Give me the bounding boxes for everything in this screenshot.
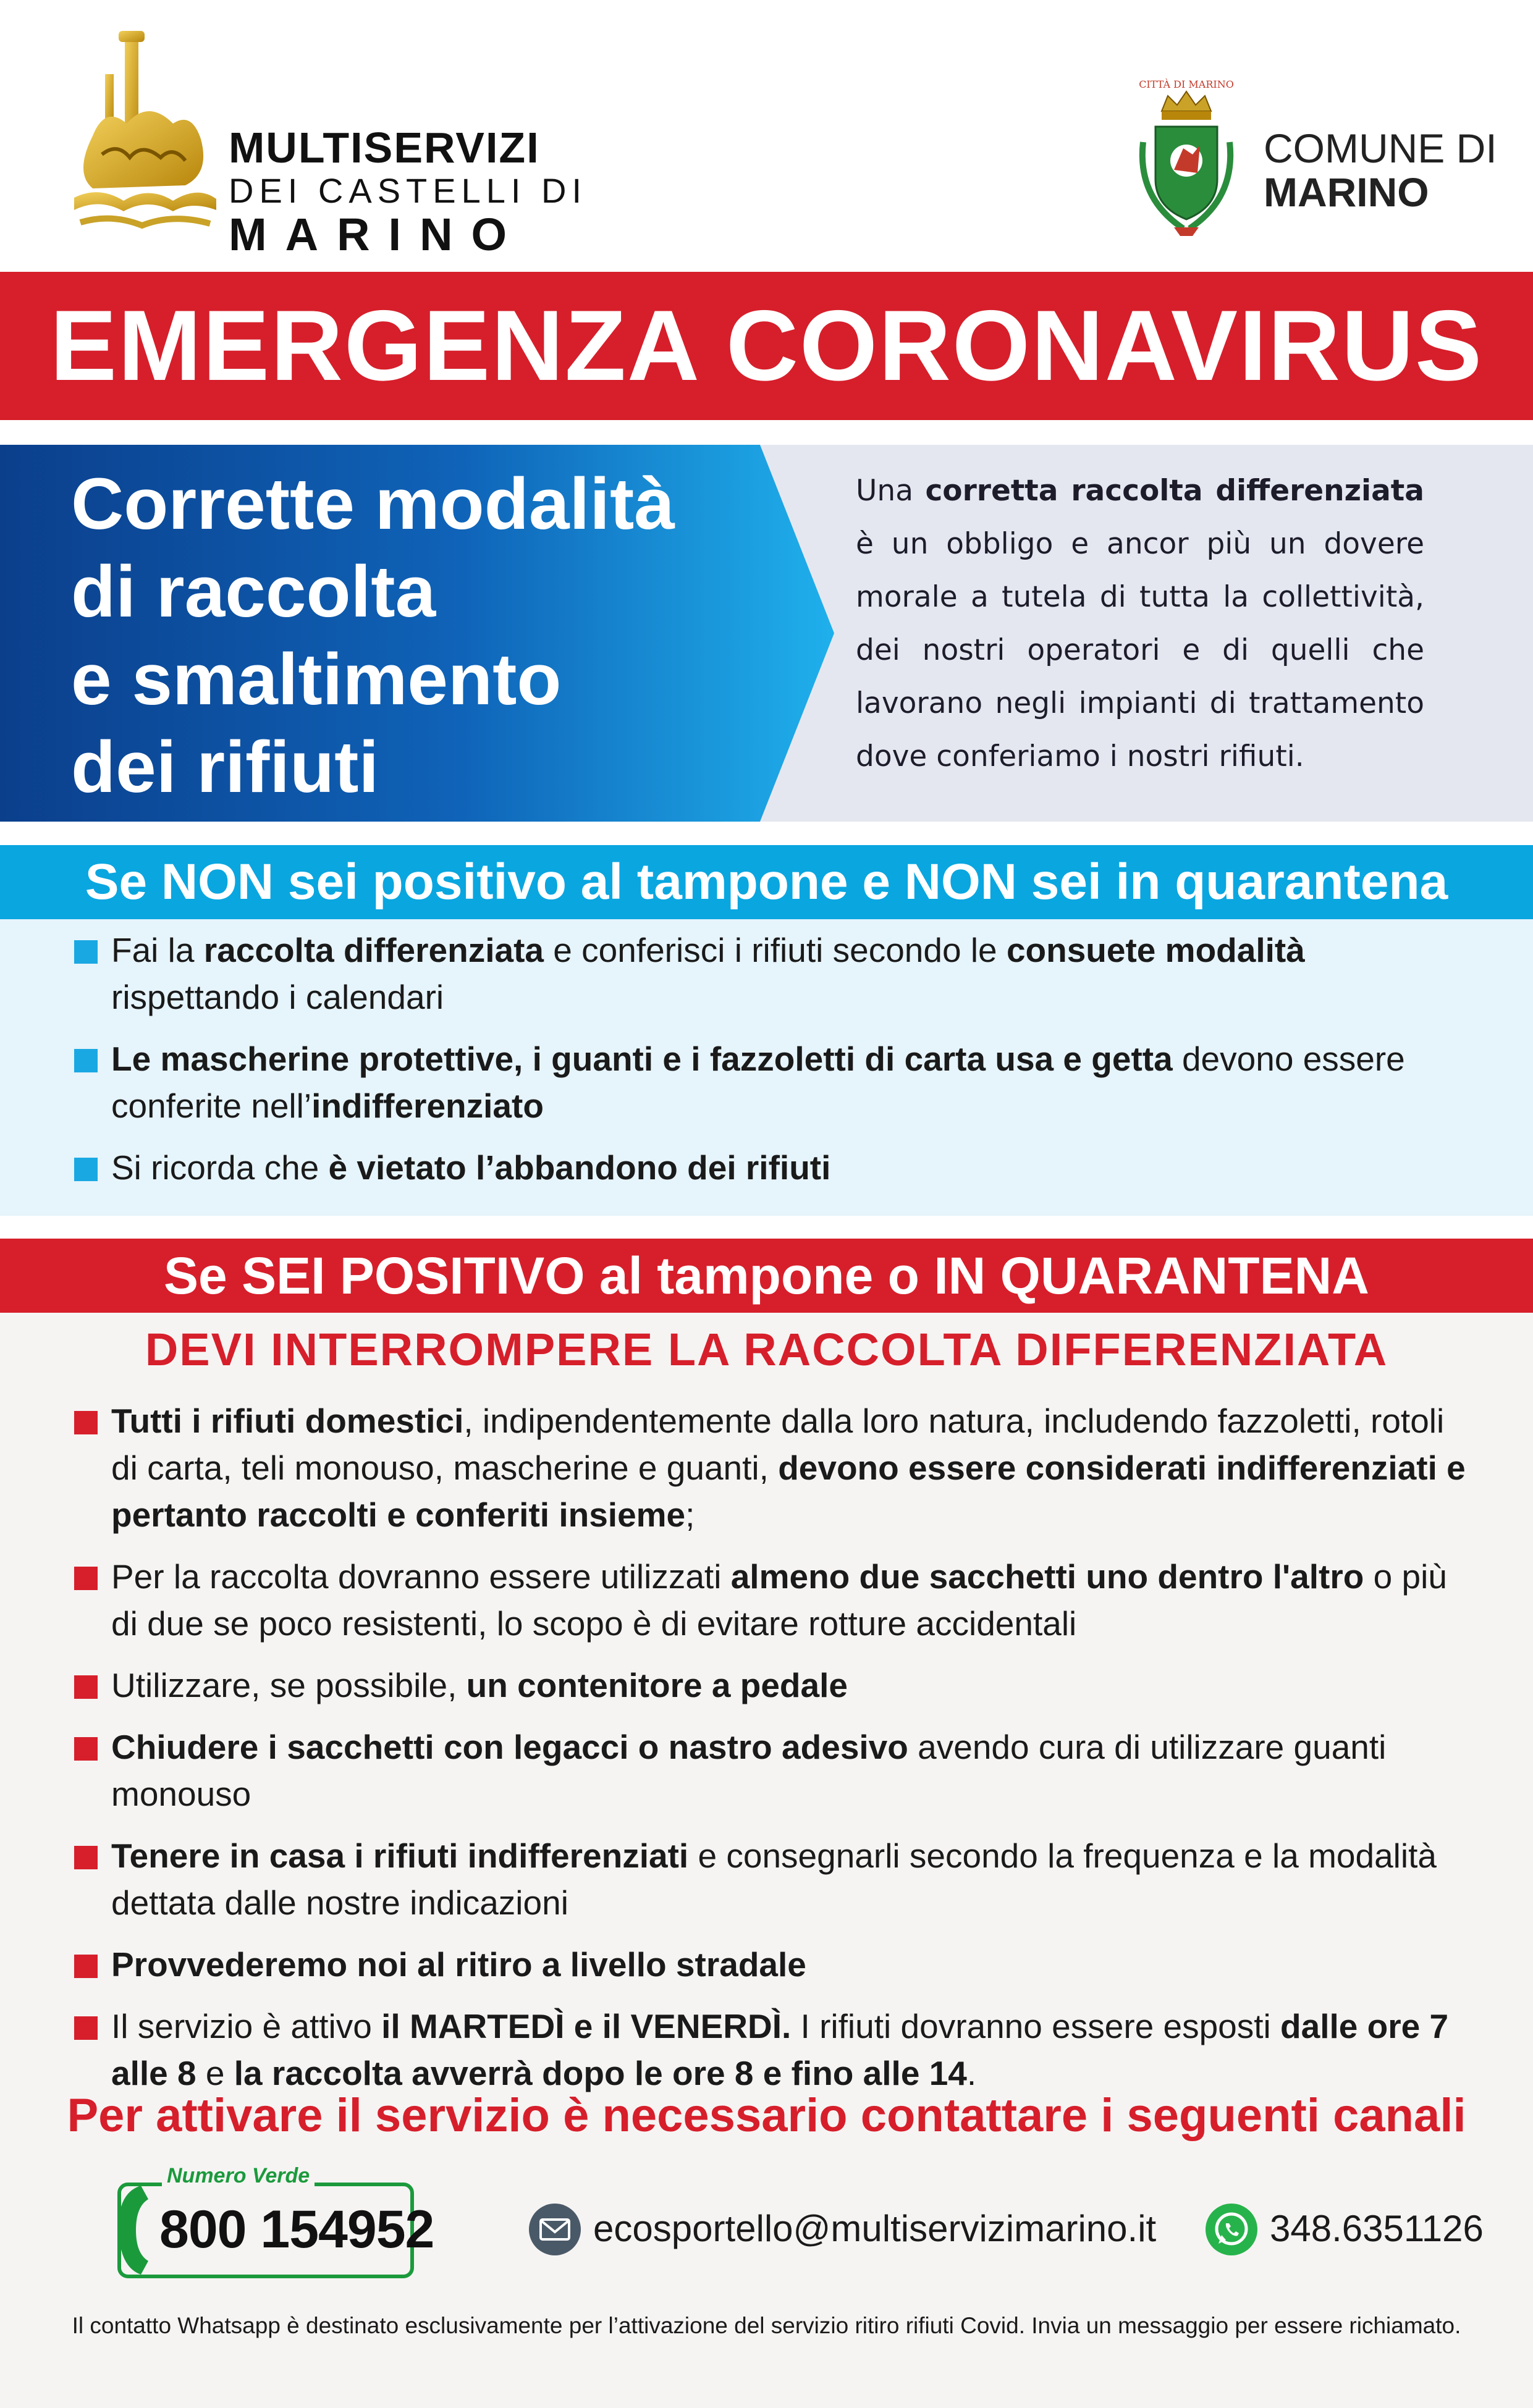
negative-instructions-list	[71, 927, 1474, 1191]
text: Si ricorda che	[111, 1148, 329, 1187]
square-bullet-icon	[74, 1411, 98, 1434]
bold-text: un contenitore a pedale	[466, 1666, 848, 1704]
comune-logo	[1131, 74, 1497, 253]
text: I rifiuti dovranno essere esposti	[791, 2007, 1281, 2045]
bold-text: devono essere considerati indifferenziati e pertanto raccolti e conferiti insieme	[111, 1449, 1466, 1534]
bold-text: raccolta differenziata	[203, 931, 544, 969]
subtitle-line: dei rifiuti	[71, 726, 379, 808]
bold-text: indifferenziato	[311, 1087, 544, 1125]
square-bullet-icon	[74, 1846, 98, 1869]
comune-line-2: MARINO	[1264, 169, 1429, 215]
text: Per la raccolta dovranno essere utilizzati	[111, 1557, 731, 1596]
positive-heading: Se SEI POSITIVO al tampone o IN QUARANTENA	[164, 1247, 1369, 1305]
email-link[interactable]: ecosportello@multiservizimarino.it	[593, 2208, 1157, 2249]
intro-text-bold: corretta raccolta differenziata	[925, 474, 1424, 508]
text: avendo cura di utilizzare guanti monouso	[111, 1728, 1387, 1813]
crest-text: CITTÀ DI MARINO	[1139, 78, 1234, 90]
bold-text: consuete modalità	[1006, 931, 1305, 969]
numero-verde-phone-link[interactable]: 800 154952	[159, 2200, 434, 2259]
intro-text-post: è un obbligo e ancor più un dovere morale a tutela di tutta la collettività, dei nostri operatori e di quelli che lavorano negli impianti di trattamento dove conferiamo i nostri rifiuti.	[856, 527, 1424, 773]
logo-line-2: DEI CASTELLI DI	[229, 171, 588, 210]
bold-text: Le mascherine protettive, i guanti e i fazzoletti di carta usa e getta	[111, 1040, 1173, 1078]
list-item	[71, 927, 1474, 1021]
text: devono essere conferite nell’	[111, 1040, 1405, 1125]
comune-crest-icon	[1131, 74, 1242, 241]
text: , indipendentemente dalla loro natura, includendo fazzoletti, rotoli di carta, teli monouso, mascherine e guanti,	[111, 1402, 1445, 1487]
bold-text: la raccolta avverrà dopo le ore 8 e fino alle 14	[234, 2054, 967, 2092]
bold-text: dalle ore 7 alle 8	[111, 2007, 1449, 2092]
bold-text: Chiudere i sacchetti con legacci o nastro adesivo	[111, 1728, 908, 1766]
multiservizi-logo	[68, 31, 588, 260]
bold-text: Tenere in casa i rifiuti indifferenziati	[111, 1837, 689, 1875]
list-item	[71, 1397, 1474, 1538]
text: Fai la	[111, 931, 204, 969]
whatsapp-icon	[1205, 2203, 1258, 2256]
mail-icon	[528, 2203, 581, 2256]
multiservizi-wordmark	[229, 124, 599, 259]
text: o più di due se poco resistenti, lo scopo è di evitare rotture accidentali	[111, 1557, 1447, 1643]
subtitle	[71, 460, 782, 811]
bold-text: Tutti i rifiuti domestici	[111, 1402, 464, 1440]
positive-instructions-list	[71, 1397, 1474, 2097]
phone-icon	[111, 2181, 154, 2280]
text: ;	[685, 1496, 695, 1534]
call-to-action: Per attivare il servizio è necessario contattare i seguenti canali	[67, 2089, 1466, 2142]
list-item	[71, 1662, 1474, 1709]
list-item	[71, 1144, 1474, 1191]
comune-wordmark	[1264, 127, 1497, 214]
logo-line-3: MARINO	[229, 209, 526, 260]
square-bullet-icon	[74, 1158, 98, 1181]
text: .	[966, 2054, 977, 2092]
subtitle-line: e smaltimento	[71, 639, 562, 720]
bold-text: il MARTEDÌ e il VENERDÌ.	[381, 2007, 792, 2045]
bold-text: Provvederemo noi al ritiro a livello stradale	[111, 1945, 806, 1984]
bold-text: almeno due sacchetti uno dentro l'altro	[730, 1557, 1364, 1596]
text: e conferisci i rifiuti secondo le	[543, 931, 1007, 969]
square-bullet-icon	[74, 2016, 98, 2040]
list-item	[71, 1035, 1474, 1129]
multiservizi-emblem-icon	[68, 31, 222, 247]
list-item	[71, 1553, 1474, 1647]
footnote: Il contatto Whatsapp è destinato esclusivamente per l’attivazione del servizio ritiro rifiuti Covid. Invia un messaggio per essere richiamato.	[72, 2313, 1461, 2338]
square-bullet-icon	[74, 1737, 98, 1761]
comune-line-1: COMUNE DI	[1264, 125, 1497, 171]
page-title: EMERGENZA CORONAVIRUS	[49, 290, 1484, 402]
text: e consegnarli secondo la frequenza e la modalità dettata dalle nostre indicazioni	[111, 1837, 1437, 1922]
positive-subheading: DEVI INTERROMPERE LA RACCOLTA DIFFERENZIATA	[145, 1324, 1388, 1375]
text: e	[196, 2054, 234, 2092]
text: Utilizzare, se possibile,	[111, 1666, 467, 1704]
list-item	[71, 1941, 1474, 1988]
text: rispettando i calendari	[111, 978, 444, 1016]
square-bullet-icon	[74, 1955, 98, 1978]
subtitle-line: Corrette modalità	[71, 463, 675, 545]
negative-heading: Se NON sei positivo al tampone e NON sei in quarantena	[85, 854, 1448, 910]
square-bullet-icon	[74, 1675, 98, 1699]
subtitle-line: di raccolta	[71, 551, 436, 633]
square-bullet-icon	[74, 1567, 98, 1590]
list-item	[71, 1724, 1474, 1817]
logo-line-1: MULTISERVIZI	[229, 124, 540, 172]
intro-paragraph	[856, 465, 1424, 783]
list-item	[71, 1832, 1474, 1926]
text: Il servizio è attivo	[111, 2007, 382, 2045]
bold-text: è vietato l’abbandono dei rifiuti	[328, 1148, 831, 1187]
square-bullet-icon	[74, 1049, 98, 1072]
numero-verde-label: Numero Verde	[162, 2164, 315, 2188]
square-bullet-icon	[74, 940, 98, 964]
whatsapp-number-link[interactable]: 348.6351126	[1270, 2208, 1484, 2249]
intro-text-pre: Una	[856, 474, 926, 508]
